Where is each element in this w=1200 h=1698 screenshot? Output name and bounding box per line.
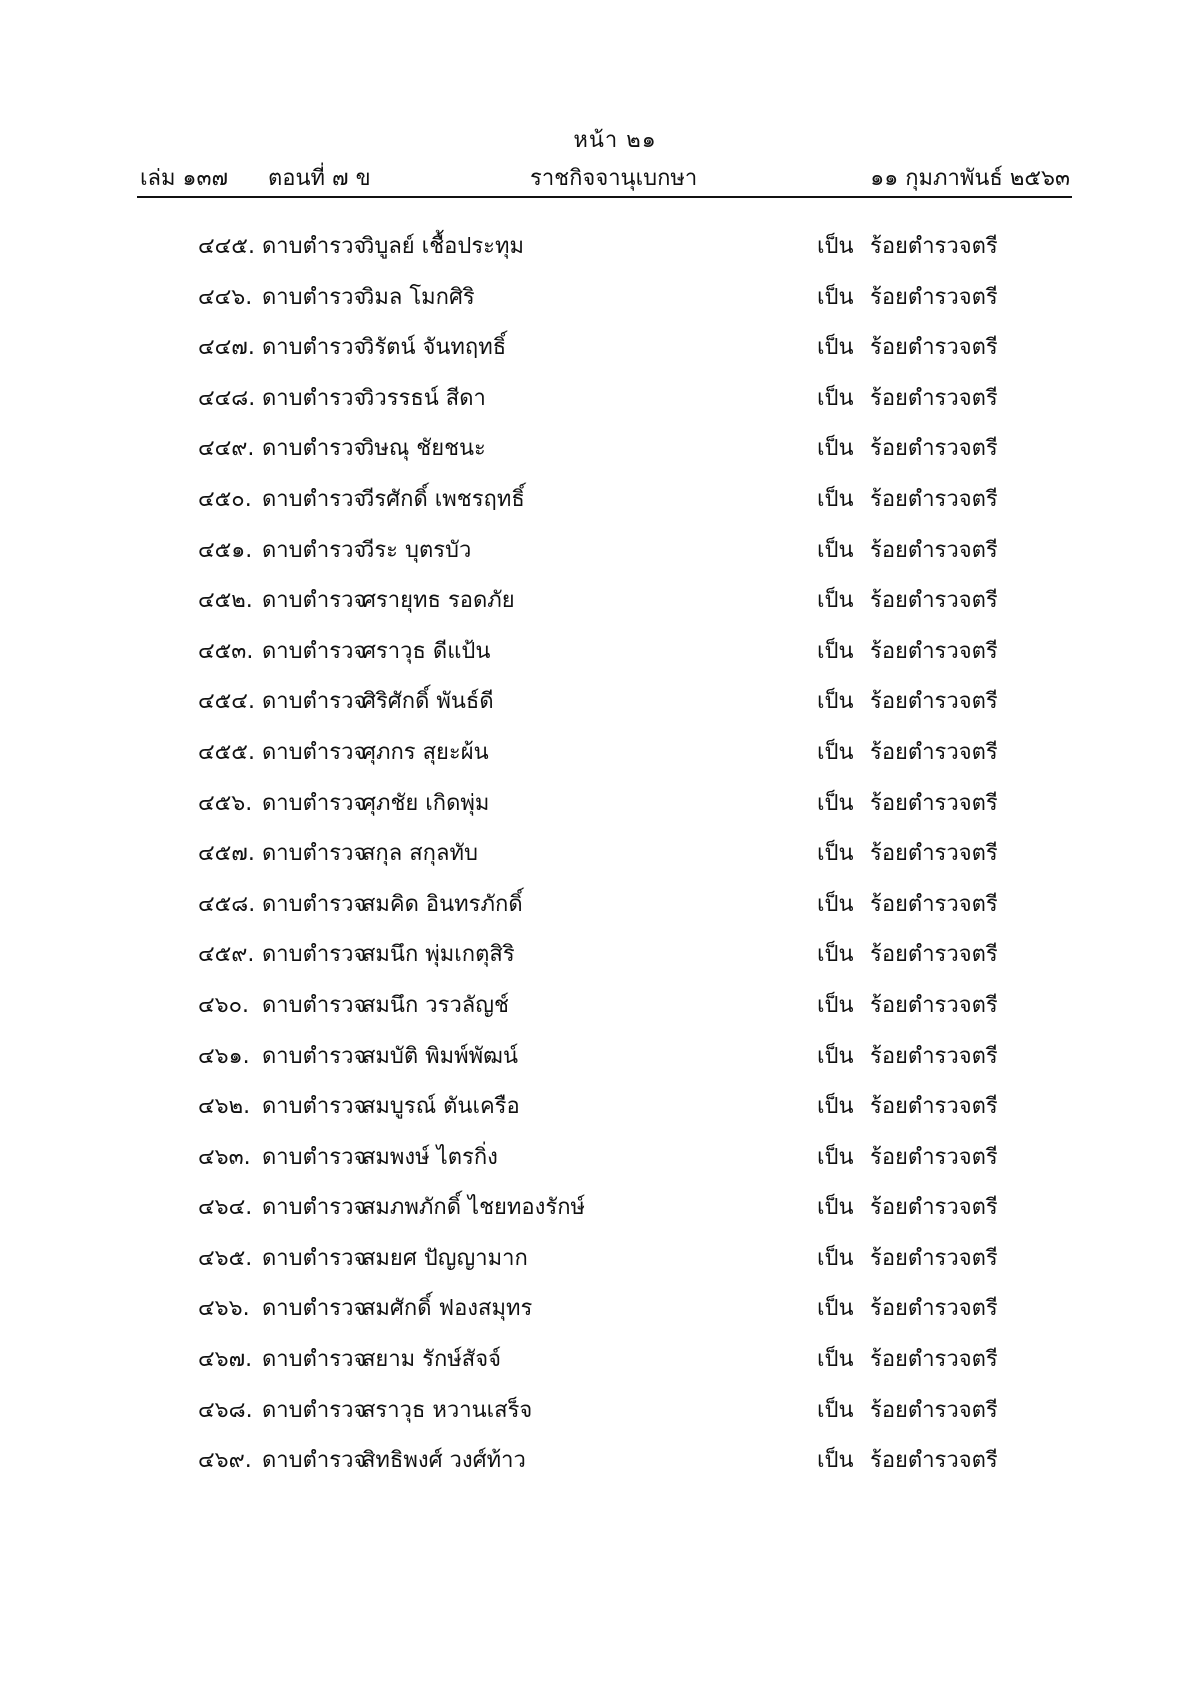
- person-name: สมศักดิ์ ฟองสมุทร: [362, 1296, 533, 1322]
- person-name: วีรศักดิ์ เพชรฤทธิ์: [362, 486, 525, 512]
- becomes-label: เป็น: [817, 385, 854, 411]
- becomes-label: เป็น: [817, 841, 854, 867]
- list-item: [0, 787, 1200, 838]
- person-name: วีระ บุตรบัว: [362, 537, 472, 563]
- list-item: [0, 281, 1200, 332]
- current-rank: ดาบตำรวจ: [262, 1043, 367, 1069]
- new-rank: ร้อยตำรวจตรี: [870, 588, 998, 614]
- entry-number: ๔๖๙.: [198, 1448, 252, 1474]
- new-rank: ร้อยตำรวจตรี: [870, 1144, 998, 1170]
- volume-label: เล่ม ๑๓๗: [140, 166, 229, 191]
- person-name: สิทธิพงศ์ วงศ์ท้าว: [362, 1448, 526, 1474]
- list-item: [0, 888, 1200, 939]
- list-item: [0, 635, 1200, 686]
- list-item: [0, 685, 1200, 736]
- new-rank: ร้อยตำรวจตรี: [870, 841, 998, 867]
- entry-number: ๔๕๔.: [198, 689, 255, 715]
- current-rank: ดาบตำรวจ: [262, 588, 367, 614]
- person-name: ศิริศักดิ์ พันธ์ดี: [362, 689, 494, 715]
- person-name: ศุภกร สุยะผ้น: [362, 739, 489, 765]
- entry-number: ๔๕๗.: [198, 841, 255, 867]
- person-name: สราวุธ หวานเสร็จ: [362, 1397, 533, 1423]
- person-name: สมภพภักดิ์ ไชยทองรักษ์: [362, 1195, 586, 1221]
- becomes-label: เป็น: [817, 942, 854, 968]
- person-name: ศุภชัย เกิดพุ่ม: [362, 790, 490, 816]
- new-rank: ร้อยตำรวจตรี: [870, 1245, 998, 1271]
- new-rank: ร้อยตำรวจตรี: [870, 1094, 998, 1120]
- current-rank: ดาบตำรวจ: [262, 1397, 367, 1423]
- list-item: [0, 534, 1200, 585]
- list-item: [0, 584, 1200, 635]
- new-rank: ร้อยตำรวจตรี: [870, 638, 998, 664]
- becomes-label: เป็น: [817, 891, 854, 917]
- becomes-label: เป็น: [817, 1397, 854, 1423]
- new-rank: ร้อยตำรวจตรี: [870, 486, 998, 512]
- current-rank: ดาบตำรวจ: [262, 284, 367, 310]
- entry-number: ๔๕๖.: [198, 790, 253, 816]
- list-item: [0, 1242, 1200, 1293]
- becomes-label: เป็น: [817, 689, 854, 715]
- entry-number: ๔๔๙.: [198, 436, 255, 462]
- list-item: [0, 938, 1200, 989]
- list-item: [0, 382, 1200, 433]
- becomes-label: เป็น: [817, 1448, 854, 1474]
- new-rank: ร้อยตำรวจตรี: [870, 992, 998, 1018]
- list-item: [0, 230, 1200, 281]
- entry-number: ๔๖๔.: [198, 1195, 253, 1221]
- person-name: ศราวุธ ดีแป้น: [362, 638, 491, 664]
- person-name: สมนึก พุ่มเกตุสิริ: [362, 942, 515, 968]
- new-rank: ร้อยตำรวจตรี: [870, 739, 998, 765]
- becomes-label: เป็น: [817, 739, 854, 765]
- new-rank: ร้อยตำรวจตรี: [870, 891, 998, 917]
- entry-number: ๔๕๘.: [198, 891, 256, 917]
- current-rank: ดาบตำรวจ: [262, 1195, 367, 1221]
- current-rank: ดาบตำรวจ: [262, 1347, 367, 1373]
- new-rank: ร้อยตำรวจตรี: [870, 1296, 998, 1322]
- new-rank: ร้อยตำรวจตรี: [870, 1448, 998, 1474]
- list-item: [0, 1343, 1200, 1394]
- entry-number: ๔๖๘.: [198, 1397, 253, 1423]
- list-item: [0, 1191, 1200, 1242]
- new-rank: ร้อยตำรวจตรี: [870, 1347, 998, 1373]
- entry-number: ๔๕๙.: [198, 942, 255, 968]
- new-rank: ร้อยตำรวจตรี: [870, 1043, 998, 1069]
- current-rank: ดาบตำรวจ: [262, 992, 367, 1018]
- entry-number: ๔๖๒.: [198, 1094, 251, 1120]
- new-rank: ร้อยตำรวจตรี: [870, 284, 998, 310]
- header-divider: [137, 196, 1072, 198]
- becomes-label: เป็น: [817, 1347, 854, 1373]
- current-rank: ดาบตำรวจ: [262, 234, 367, 259]
- becomes-label: เป็น: [817, 790, 854, 816]
- entry-number: ๔๔๕.: [198, 234, 255, 259]
- becomes-label: เป็น: [817, 234, 854, 259]
- becomes-label: เป็น: [817, 335, 854, 361]
- becomes-label: เป็น: [817, 638, 854, 664]
- entry-number: ๔๕๕.: [198, 739, 255, 765]
- new-rank: ร้อยตำรวจตรี: [870, 385, 998, 411]
- entry-number: ๔๕๒.: [198, 588, 253, 614]
- entry-number: ๔๔๗.: [198, 335, 255, 361]
- list-item: [0, 483, 1200, 534]
- list-item: [0, 989, 1200, 1040]
- new-rank: ร้อยตำรวจตรี: [870, 537, 998, 563]
- entry-number: ๔๖๗.: [198, 1347, 253, 1373]
- new-rank: ร้อยตำรวจตรี: [870, 335, 998, 361]
- new-rank: ร้อยตำรวจตรี: [870, 942, 998, 968]
- person-name: สมนึก วรวลัญช์: [362, 992, 509, 1018]
- becomes-label: เป็น: [817, 1296, 854, 1322]
- entry-number: ๔๕๑.: [198, 537, 253, 563]
- list-item: [0, 1141, 1200, 1192]
- becomes-label: เป็น: [817, 992, 854, 1018]
- current-rank: ดาบตำรวจ: [262, 1448, 367, 1474]
- appointment-list: [0, 230, 1200, 1495]
- section-label: ตอนที่ ๗ ข: [268, 166, 371, 191]
- person-name: วิวรรธน์ สีดา: [362, 385, 486, 411]
- list-item: [0, 1444, 1200, 1495]
- person-name: วิมล โมกศิริ: [362, 284, 475, 310]
- current-rank: ดาบตำรวจ: [262, 638, 367, 664]
- entry-number: ๔๖๖.: [198, 1296, 250, 1322]
- current-rank: ดาบตำรวจ: [262, 1094, 367, 1120]
- becomes-label: เป็น: [817, 537, 854, 563]
- person-name: สมบูรณ์ ตันเครือ: [362, 1094, 520, 1120]
- person-name: สมคิด อินทรภักดิ์: [362, 891, 523, 917]
- becomes-label: เป็น: [817, 1043, 854, 1069]
- new-rank: ร้อยตำรวจตรี: [870, 436, 998, 462]
- list-item: [0, 1292, 1200, 1343]
- current-rank: ดาบตำรวจ: [262, 1245, 367, 1271]
- list-item: [0, 1090, 1200, 1141]
- list-item: [0, 736, 1200, 787]
- person-name: สมบัติ พิมพ์พัฒน์: [362, 1043, 519, 1069]
- current-rank: ดาบตำรวจ: [262, 1296, 367, 1322]
- person-name: สมยศ ปัญญามาก: [362, 1245, 528, 1271]
- becomes-label: เป็น: [817, 1144, 854, 1170]
- becomes-label: เป็น: [817, 1245, 854, 1271]
- new-rank: ร้อยตำรวจตรี: [870, 1195, 998, 1221]
- becomes-label: เป็น: [817, 1195, 854, 1221]
- current-rank: ดาบตำรวจ: [262, 841, 367, 867]
- new-rank: ร้อยตำรวจตรี: [870, 234, 998, 259]
- page-number: หน้า ๒๑: [573, 128, 657, 153]
- becomes-label: เป็น: [817, 1094, 854, 1120]
- entry-number: ๔๔๘.: [198, 385, 256, 411]
- entry-number: ๔๕๐.: [198, 486, 252, 512]
- becomes-label: เป็น: [817, 588, 854, 614]
- new-rank: ร้อยตำรวจตรี: [870, 689, 998, 715]
- list-item: [0, 331, 1200, 382]
- person-name: วิบูลย์ เชื้อประทุม: [362, 234, 524, 259]
- current-rank: ดาบตำรวจ: [262, 537, 367, 563]
- page-header: [140, 160, 1070, 194]
- current-rank: ดาบตำรวจ: [262, 486, 367, 512]
- issue-date: ๑๑ กุมภาพันธ์ ๒๕๖๓: [870, 166, 1070, 191]
- becomes-label: เป็น: [817, 486, 854, 512]
- current-rank: ดาบตำรวจ: [262, 942, 367, 968]
- current-rank: ดาบตำรวจ: [262, 739, 367, 765]
- person-name: วิษณุ ชัยชนะ: [362, 436, 486, 462]
- list-item: [0, 837, 1200, 888]
- entry-number: ๔๖๐.: [198, 992, 250, 1018]
- list-item: [0, 1040, 1200, 1091]
- entry-number: ๔๕๓.: [198, 638, 254, 664]
- current-rank: ดาบตำรวจ: [262, 689, 367, 715]
- current-rank: ดาบตำรวจ: [262, 1144, 367, 1170]
- entry-number: ๔๖๓.: [198, 1144, 251, 1170]
- entry-number: ๔๔๖.: [198, 284, 253, 310]
- gazette-title: ราชกิจจานุเบกษา: [530, 166, 698, 191]
- becomes-label: เป็น: [817, 436, 854, 462]
- entry-number: ๔๖๕.: [198, 1245, 253, 1271]
- current-rank: ดาบตำรวจ: [262, 335, 367, 361]
- new-rank: ร้อยตำรวจตรี: [870, 1397, 998, 1423]
- entry-number: ๔๖๑.: [198, 1043, 250, 1069]
- list-item: [0, 432, 1200, 483]
- new-rank: ร้อยตำรวจตรี: [870, 790, 998, 816]
- person-name: สยาม รักษ์สัจจ์: [362, 1347, 502, 1373]
- current-rank: ดาบตำรวจ: [262, 385, 367, 411]
- person-name: วิรัตน์ จันทฤทธิ์: [362, 335, 507, 361]
- person-name: สมพงษ์ ไตรกิ่ง: [362, 1144, 498, 1170]
- person-name: ศรายุทธ รอดภัย: [362, 588, 515, 614]
- list-item: [0, 1394, 1200, 1445]
- current-rank: ดาบตำรวจ: [262, 790, 367, 816]
- becomes-label: เป็น: [817, 284, 854, 310]
- person-name: สกุล สกุลทับ: [362, 841, 478, 867]
- current-rank: ดาบตำรวจ: [262, 891, 367, 917]
- current-rank: ดาบตำรวจ: [262, 436, 367, 462]
